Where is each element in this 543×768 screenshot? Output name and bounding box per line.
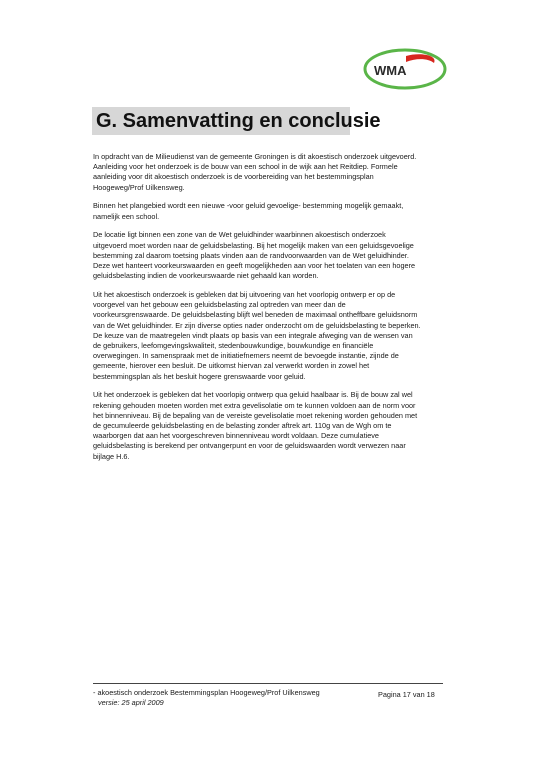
text-line: aanleiding voor dit akoestisch onderzoek is de voorbereiding van het bestemmingsplan <box>93 172 374 182</box>
wma-logo <box>362 46 448 92</box>
text-line: Uit het onderzoek is gebleken dat het voorlopig ontwerp qua geluid haalbaar is. Bij de bouw zal wel <box>93 390 413 400</box>
text-line: geluidsbelasting indien de voorkeurswaarde niet gehaald kan worden. <box>93 271 319 281</box>
page-number: Pagina 17 van 18 <box>378 690 435 699</box>
paragraph <box>93 390 423 461</box>
text-line: namelijk een school. <box>93 211 160 221</box>
text-line: bestemmingsplan als het besluit hogere grenswaarde voor geluid. <box>93 371 306 381</box>
text-line: In opdracht van de Milieudienst van de gemeente Groningen is dit akoestisch onderzoek uitgevoerd. <box>93 152 417 161</box>
text-line: de gecumuleerde geluidsbelasting en de belasting zonder aftrek art. 110g van de Wgh om te <box>93 421 392 431</box>
footer-document-info <box>93 688 373 708</box>
text-line: De keuze van de maatregelen vindt plaats op basis van een integrale afweging van de wensen van <box>93 330 413 340</box>
text-line: rekening gehouden moeten worden met extra gevelisolatie om te kunnen voldoen aan de norm voor <box>93 400 416 410</box>
footer-divider <box>93 683 443 684</box>
text-line: de gebruikers, leefomgevingskwaliteit, stedenbouwkundige, bouwkundige en financiële <box>93 341 374 351</box>
text-line: waarborgen dat aan het voorgeschreven binnenniveau wordt voldaan. Deze cumulatieve <box>93 431 379 441</box>
text-line: Deze wet hanteert voorkeurswaarden en geeft mogelijkheden aan voor het toelaten van een hogere <box>93 261 416 271</box>
footer-version: versie: 25 april 2009 <box>98 698 164 707</box>
text-line: uitgevoerd moet worden naar de geluidsbelasting. Bij het mogelijk maken van een geluidsgevoelige <box>93 240 414 250</box>
text-line: Hoogeweg/Prof Uilkensweg. <box>93 182 185 192</box>
text-line: gemeente, hierover een besluit. De uitkomst hiervan zal verwerkt worden in zowel het <box>93 361 370 371</box>
section-heading: G. Samenvatting en conclusie <box>92 107 350 135</box>
text-line: bestemming zal daarom toetsing plaats vinden aan de randvoorwaarden van de Wet geluidhinder. <box>93 250 409 260</box>
text-line: Aanleiding voor het onderzoek is de bouw van een school in de wijk aan het Reitdiep. Formele <box>93 162 398 172</box>
text-line: voorkeursgrenswaarde. De geluidsbelasting blijft wel beneden de maximaal ontheffbare geluidsnorm <box>93 310 418 320</box>
body-text <box>93 152 423 470</box>
paragraph <box>93 152 423 193</box>
text-line: overwegingen. In samenspraak met de initiatiefnemers neemt de bevoegde instantie, zijnde de <box>93 351 399 361</box>
text-line: het binnenniveau. Bij de bepaling van de vereiste gevelisolatie moet rekening worden gehouden met <box>93 410 418 420</box>
paragraph <box>93 230 423 281</box>
text-line: voorgevel van het gebouw een geluidsbelasting zal optreden van meer dan de <box>93 300 346 310</box>
text-line: De locatie ligt binnen een zone van de Wet geluidhinder waarbinnen akoestisch onderzoek <box>93 230 386 240</box>
text-line: Uit het akoestisch onderzoek is gebleken dat bij uitvoering van het voorlopig ontwerp er op de <box>93 290 396 300</box>
footer-title: - akoestisch onderzoek Bestemmingsplan Hoogeweg/Prof Uilkensweg <box>93 688 320 697</box>
text-line: geluidsbelasting is berekend per ontvangerpunt en voor de geluidswaarden wordt verwezen naar <box>93 441 406 451</box>
logo-text: WMA <box>374 63 407 78</box>
paragraph <box>93 201 423 221</box>
text-line: Binnen het plangebied wordt een nieuwe -voor geluid gevoelige- bestemming mogelijk gemaakt, <box>93 201 404 211</box>
text-line: bijlage H.6. <box>93 451 130 461</box>
paragraph <box>93 290 423 382</box>
text-line: van de Wet geluidhinder. Er zijn diverse opties nader onderzocht om de geluidsbelasting te beperken. <box>93 320 421 330</box>
